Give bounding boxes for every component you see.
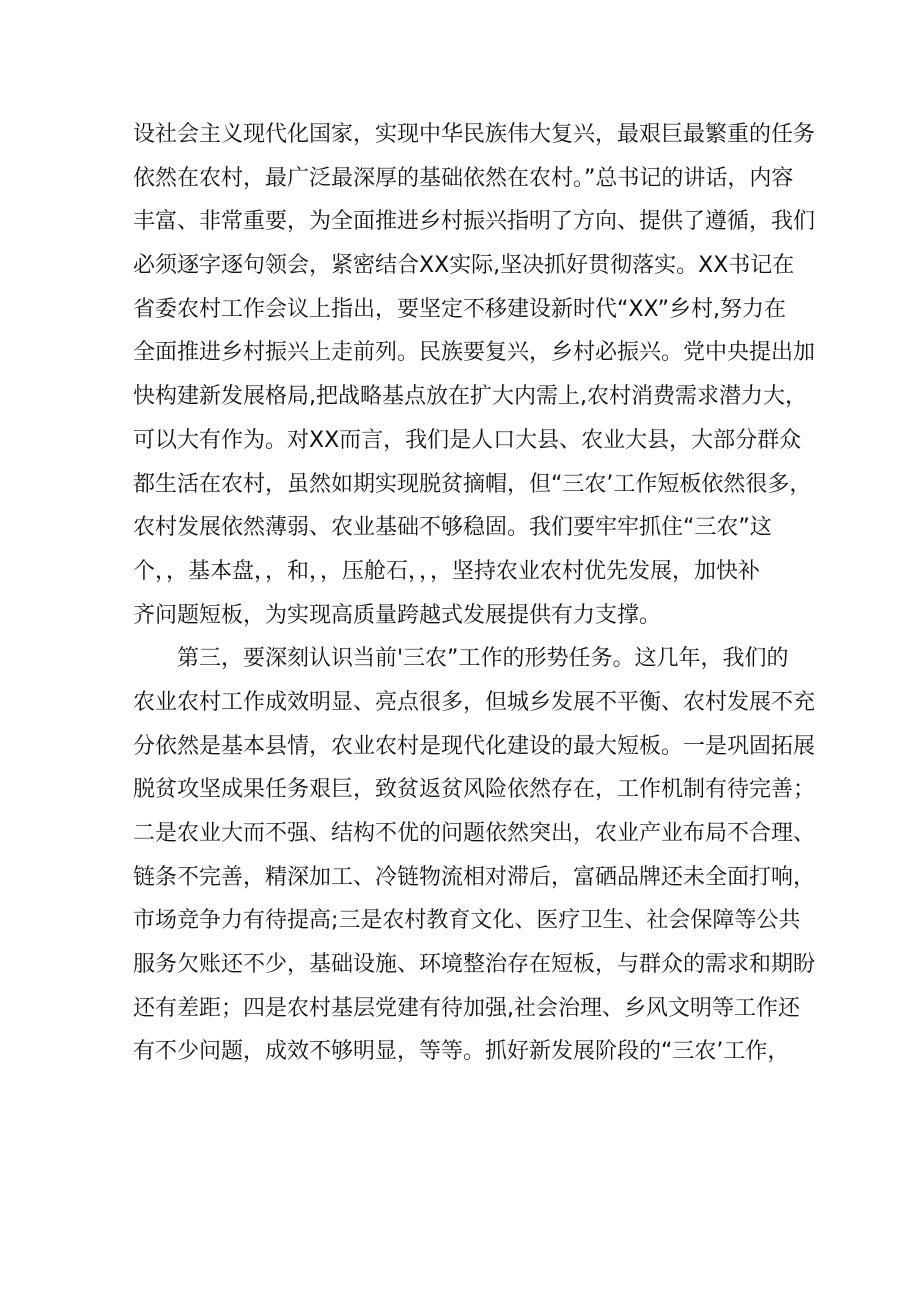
text-line: 第三，要深刻认识当前'三农”工作的形势任务。这几年，我们的 [177, 646, 789, 672]
text-line: 二是农业大而不强、结构不优的问题依然突出，农业产业布局不合理、 [133, 821, 816, 846]
text-line: 脱贫攻坚成果任务艰巨，致贫返贫风险依然存在，工作机制有待完善； [133, 777, 816, 803]
text-line: 分依然是基本县情，农业农村是现代化建设的最大短板。一是巩固拓展 [133, 733, 816, 759]
paragraph-continued [133, 113, 833, 637]
text-line: 设社会主义现代化国家，实现中华民族伟大复兴，最艰巨最繁重的任务 [133, 122, 816, 147]
text-line: 服务欠账还不少，基础设施、环境整治存在短板，与群众的需求和期盼 [133, 952, 816, 978]
text-line: 链条不完善，精深加工、冷链物流相对滞后，富硒品牌还未全面打响， [133, 864, 816, 890]
text-line: 可以大有作为。对XX而言，我们是人口大县、农业大县，大部分群众 [133, 427, 802, 453]
text-line: 农业农村工作成效明显、亮点很多，但城乡发展不平衡、农村发展不充 [133, 689, 816, 715]
text-line: 有不少问题，成效不够明显，等等。抓好新发展阶段的“三农’工作， [133, 1039, 790, 1065]
text-line: 都生活在农村，虽然如期实现脱贫摘帽，但“三农’工作短板依然很多， [133, 471, 812, 497]
text-line: 个，，基本盘，，和，，压舱石，，，坚持农业农村优先发展，加快补 [133, 558, 761, 584]
text-line: 依然在农村，最广泛最深厚的基础依然在农村。”总书记的讲话，内容 [133, 165, 794, 191]
text-line: 农村发展依然薄弱、农业基础不够稳固。我们要牢牢抓住“三农”这 [133, 515, 772, 541]
text-line: 全面推进乡村振兴上走前列。民族要复兴，乡村必振兴。党中央提出加 [133, 340, 816, 366]
document-body [133, 113, 833, 1074]
text-line: 省委农村工作会议上指出，要坚定不移建设新时代“XX”乡村,努力在 [133, 296, 787, 322]
text-line: 齐问题短板，为实现高质量跨越式发展提供有力支撑。 [133, 602, 662, 628]
paragraph-third-point [133, 637, 833, 1074]
text-line: 还有差距；四是农村基层党建有待加强,社会治理、乡风文明等工作还 [133, 995, 800, 1021]
text-line: 丰富、非常重要，为全面推进乡村振兴指明了方向、提供了遵循，我们 [133, 209, 816, 235]
text-line: 必须逐字逐句领会，紧密结合XX实际,坚决抓好贯彻落实。XX书记在 [133, 253, 795, 279]
text-line: 市场竞争力有待提高;三是农村教育文化、医疗卫生、社会保障等公共 [133, 908, 801, 934]
text-line: 快构建新发展格局,把战略基点放在扩大内需上,农村消费需求潜力大， [133, 384, 807, 410]
